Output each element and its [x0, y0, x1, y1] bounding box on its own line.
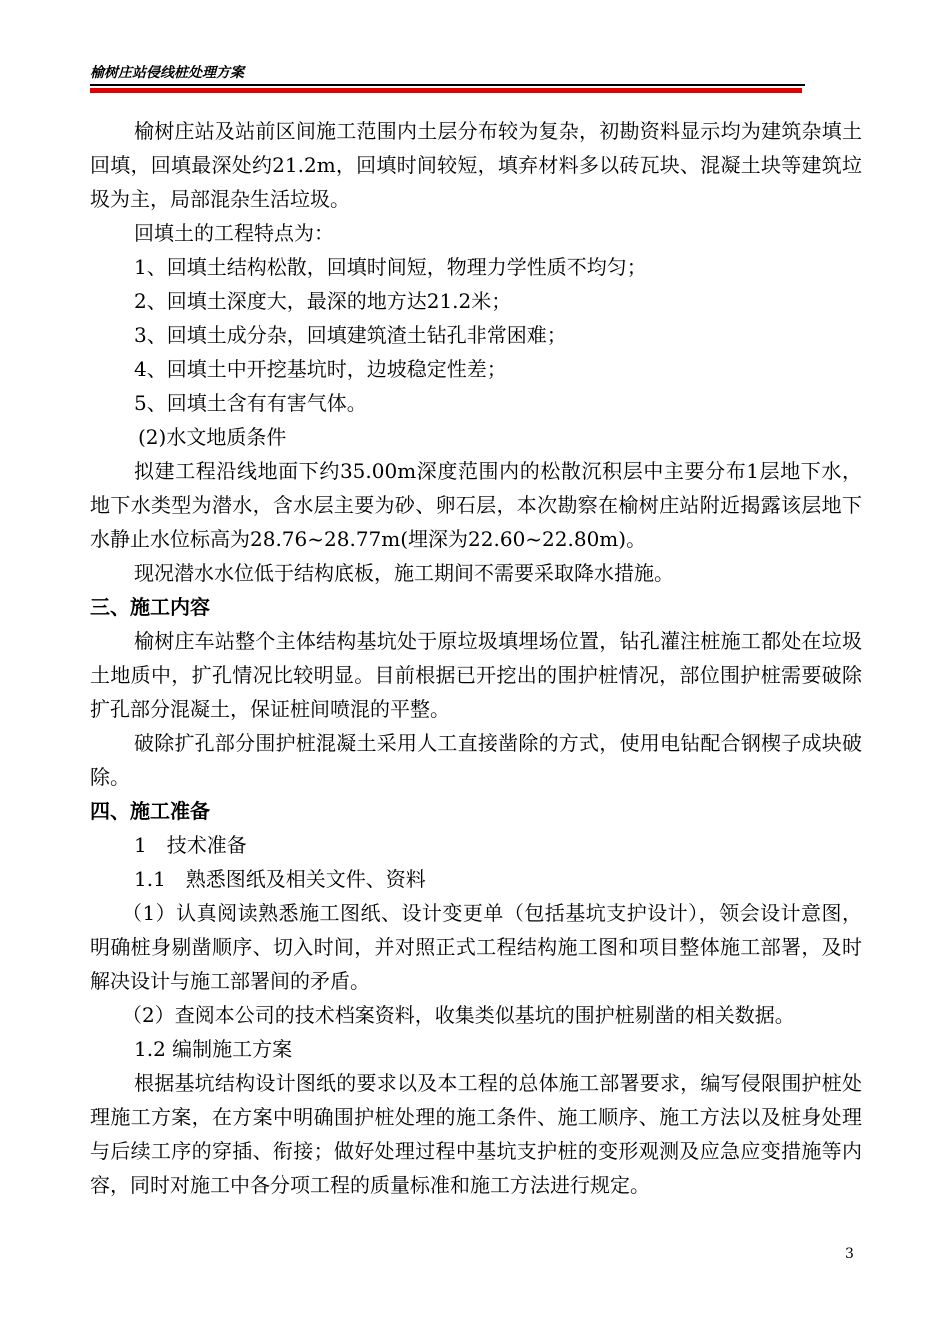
header-title: 榆树庄站侵线桩处理方案	[90, 65, 244, 81]
section-4-heading: 四、施工准备	[90, 799, 210, 823]
list-item: 5、回填土含有有害气体。	[134, 391, 367, 415]
list-item: 1、回填土结构松散，回填时间短，物理力学性质不均匀；	[134, 255, 647, 279]
header-rule-black	[90, 84, 805, 86]
paragraph-s4-3: 根据基坑结构设计图纸的要求以及本工程的总体施工部署要求，编写侵限围护桩处理施工方案，在方案中明确围护桩处理的施工条件、施工顺序、施工方法以及桩身处理与后续工序的穿插、衔接；做好处理过程中基坑支护桩的变形观测及应急应变措施等内容，同时对施工中各分项工程的质量标准和施工方法进行规定。	[90, 1071, 862, 1197]
paragraph-s4-2: （2）查阅本公司的技术档案资料，收集类似基坑的围护桩剔凿的相关数据。	[122, 1003, 795, 1027]
header-rule-red	[90, 88, 802, 93]
paragraph-hydro-1: 拟建工程沿线地面下约35.00m深度范围内的松散沉积层中主要分布1层地下水，地下水类型为潜水，含水层主要为砂、卵石层，本次勘察在榆树庄站附近揭露该层地下水静止水位标高为28.76~28.77m(埋深为22.60~22.80m)。	[90, 459, 862, 551]
paragraph-fill-soil: 榆树庄站及站前区间施工范围内土层分布较为复杂，初勘资料显示均为建筑杂填土回填，回填最深处约21.2m，回填时间较短，填弃材料多以砖瓦块、混凝土块等建筑垃圾为主，局部混杂生活垃圾。	[90, 119, 862, 211]
section-3-heading: 三、施工内容	[90, 595, 210, 619]
subsection-1-1: 1.1 熟悉图纸及相关文件、资料	[134, 867, 426, 891]
list-item: 2、回填土深度大，最深的地方达21.2米；	[134, 289, 512, 313]
page-number: 3	[845, 1246, 854, 1262]
paragraph-s3-2: 破除扩孔部分围护桩混凝土采用人工直接凿除的方式，使用电钻配合钢楔子成块破除。	[90, 731, 862, 789]
subsection-tech-prep: 1 技术准备	[134, 833, 247, 857]
hydro-subtitle: (2)水文地质条件	[138, 425, 287, 449]
fill-soil-intro: 回填土的工程特点为：	[134, 221, 334, 245]
paragraph-hydro-2: 现况潜水水位低于结构底板，施工期间不需要采取降水措施。	[134, 561, 674, 585]
paragraph-s4-1: （1）认真阅读熟悉施工图纸、设计变更单（包括基坑支护设计），领会设计意图，明确桩身剔凿顺序、切入时间，并对照正式工程结构施工图和项目整体施工部署，及时解决设计与施工部署间的矛盾。	[90, 901, 862, 993]
page-header	[90, 64, 805, 82]
list-item: 3、回填土成分杂，回填建筑渣土钻孔非常困难；	[134, 323, 567, 347]
subsection-1-2: 1.2 编制施工方案	[134, 1037, 293, 1061]
list-item: 4、回填土中开挖基坑时，边坡稳定性差；	[134, 357, 507, 381]
paragraph-s3-1: 榆树庄车站整个主体结构基坑处于原垃圾填埋场位置，钻孔灌注桩施工都处在垃圾土地质中，扩孔情况比较明显。目前根据已开挖出的围护桩情况，部位围护桩需要破除扩孔部分混凝土，保证桩间喷混的平整。	[90, 629, 862, 721]
document-body	[90, 114, 862, 1202]
